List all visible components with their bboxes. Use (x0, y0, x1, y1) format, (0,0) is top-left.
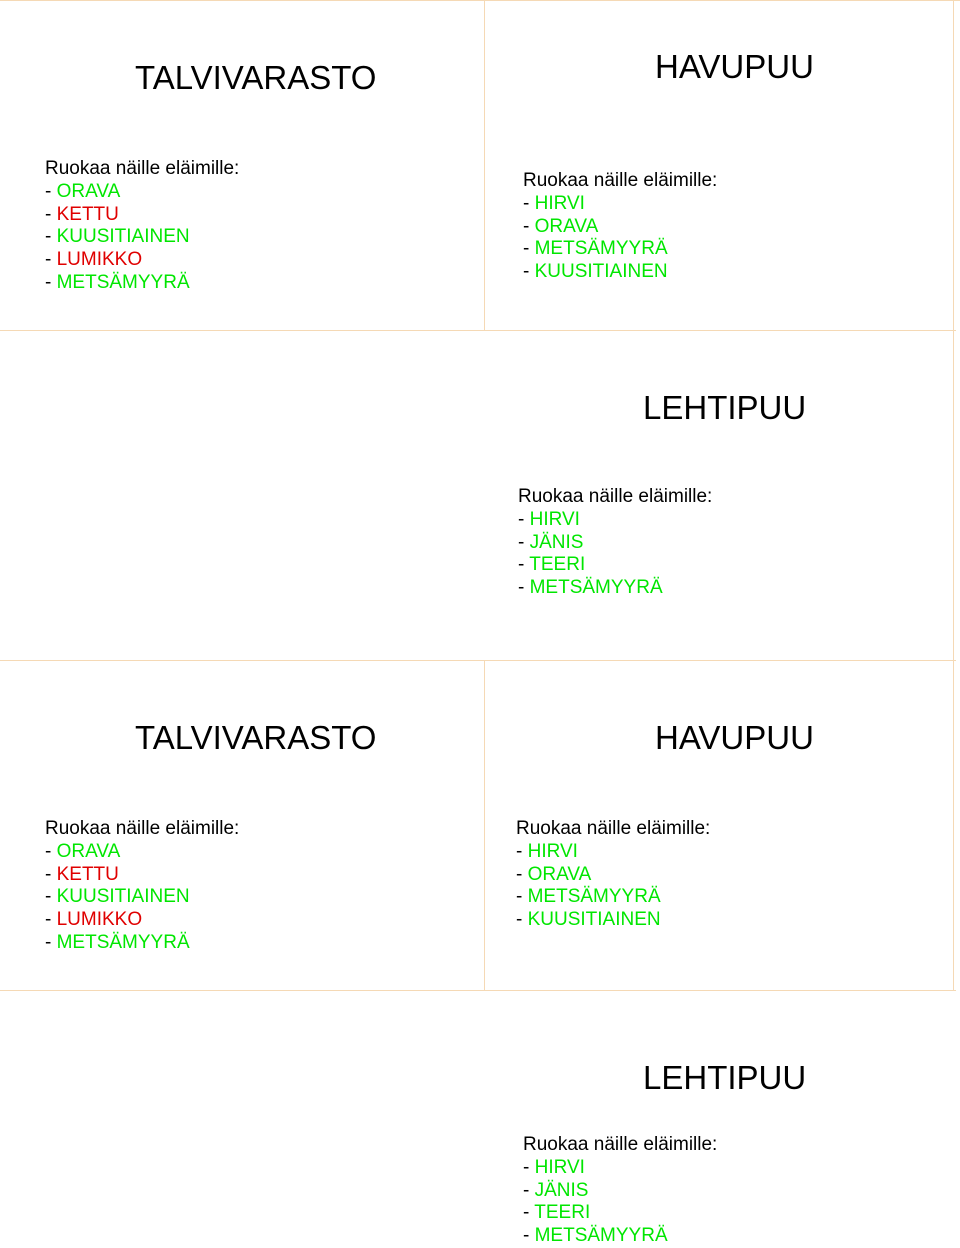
bullet-dash: - (523, 238, 530, 260)
label-card-havupuu (485, 0, 953, 330)
animal-name: METSÄMYYRÄ (56, 931, 190, 953)
bullet-dash: - (516, 840, 523, 862)
bullet-dash: - (516, 909, 523, 931)
animal-name: ORAVA (534, 215, 599, 237)
animal-item (523, 1202, 717, 1225)
bullet-dash: - (45, 249, 52, 271)
bullet-dash: - (45, 840, 52, 862)
card-title: TALVIVARASTO (135, 719, 377, 756)
label-card-talvivarasto (0, 0, 484, 330)
bullet-dash: - (45, 886, 52, 908)
animal-item (523, 193, 717, 216)
label-card-lehtipuu (485, 330, 953, 660)
animal-item (45, 181, 239, 204)
animal-list (523, 170, 717, 284)
animal-item (523, 1225, 717, 1248)
animal-name: KUUSITIAINEN (527, 909, 661, 931)
bullet-dash: - (523, 1225, 530, 1247)
bullet-dash: - (518, 531, 525, 553)
animal-name: HIRVI (527, 840, 578, 862)
animal-item (518, 577, 712, 600)
card-title: HAVUPUU (655, 48, 814, 85)
animal-name: HIRVI (534, 1156, 585, 1178)
list-intro: Ruokaa näille eläimille: (518, 486, 713, 507)
animal-item (523, 216, 717, 239)
bullet-dash: - (518, 508, 525, 530)
bullet-dash: - (45, 863, 52, 885)
animal-name: KETTU (56, 863, 119, 885)
bullet-dash: - (523, 1156, 530, 1178)
animal-name: METSÄMYYRÄ (534, 1225, 668, 1247)
animal-name: ORAVA (56, 840, 121, 862)
animal-name: ORAVA (527, 863, 592, 885)
bullet-dash: - (516, 863, 523, 885)
animal-item (45, 204, 239, 227)
bullet-dash: - (523, 215, 530, 237)
animal-item (518, 532, 712, 555)
card-title: LEHTIPUU (643, 1059, 807, 1096)
bullet-dash: - (523, 192, 530, 214)
bullet-dash: - (518, 554, 525, 576)
animal-item (45, 272, 239, 295)
animal-name: HIRVI (529, 508, 580, 530)
bullet-dash: - (45, 203, 52, 225)
label-card-lehtipuu (485, 990, 953, 1246)
animal-item (45, 226, 239, 249)
animal-item (518, 509, 712, 532)
animal-list (45, 818, 239, 955)
animal-item (523, 1157, 717, 1180)
animal-item (516, 864, 710, 887)
animal-item (45, 841, 239, 864)
bullet-dash: - (45, 909, 52, 931)
label-card-havupuu (485, 660, 953, 990)
bullet-dash: - (523, 261, 530, 283)
bullet-dash: - (523, 1202, 530, 1224)
list-intro: Ruokaa näille eläimille: (523, 170, 718, 191)
animal-item (516, 886, 710, 909)
bullet-dash: - (516, 886, 523, 908)
animal-item (523, 238, 717, 261)
animal-name: KUUSITIAINEN (534, 261, 668, 283)
animal-name: METSÄMYYRÄ (534, 238, 668, 260)
card-title: HAVUPUU (655, 719, 814, 756)
animal-name: KUUSITIAINEN (56, 226, 190, 248)
animal-item (45, 249, 239, 272)
animal-name: TEERI (529, 554, 586, 576)
list-intro: Ruokaa näille eläimille: (516, 818, 711, 839)
list-intro: Ruokaa näille eläimille: (45, 818, 240, 839)
bullet-dash: - (45, 226, 52, 248)
animal-item (523, 1180, 717, 1203)
animal-item (516, 841, 710, 864)
animal-name: METSÄMYYRÄ (56, 271, 190, 293)
bullet-dash: - (523, 1179, 530, 1201)
animal-name: METSÄMYYRÄ (527, 886, 661, 908)
animal-name: HIRVI (534, 192, 585, 214)
animal-name: METSÄMYYRÄ (529, 577, 663, 599)
label-card-talvivarasto (0, 660, 484, 990)
bullet-dash: - (45, 271, 52, 293)
animal-name: KETTU (56, 203, 119, 225)
list-intro: Ruokaa näille eläimille: (523, 1134, 718, 1155)
card-title: TALVIVARASTO (135, 59, 377, 96)
animal-list (45, 158, 239, 295)
card-title: LEHTIPUU (643, 389, 807, 426)
animal-item (45, 886, 239, 909)
animal-name: TEERI (534, 1202, 591, 1224)
animal-name: ORAVA (56, 180, 121, 202)
animal-name: LUMIKKO (56, 249, 143, 271)
animal-item (523, 261, 717, 284)
animal-list (518, 486, 712, 600)
animal-item (516, 909, 710, 932)
bullet-dash: - (45, 931, 52, 953)
animal-list (523, 1134, 717, 1248)
animal-name: KUUSITIAINEN (56, 886, 190, 908)
bullet-dash: - (518, 577, 525, 599)
animal-item (45, 932, 239, 955)
animal-name: JÄNIS (529, 531, 584, 553)
grid-line (953, 0, 954, 990)
animal-list (516, 818, 710, 932)
animal-item (45, 909, 239, 932)
animal-item (45, 864, 239, 887)
animal-name: JÄNIS (534, 1179, 589, 1201)
animal-name: LUMIKKO (56, 909, 143, 931)
list-intro: Ruokaa näille eläimille: (45, 158, 240, 179)
bullet-dash: - (45, 180, 52, 202)
animal-item (518, 554, 712, 577)
